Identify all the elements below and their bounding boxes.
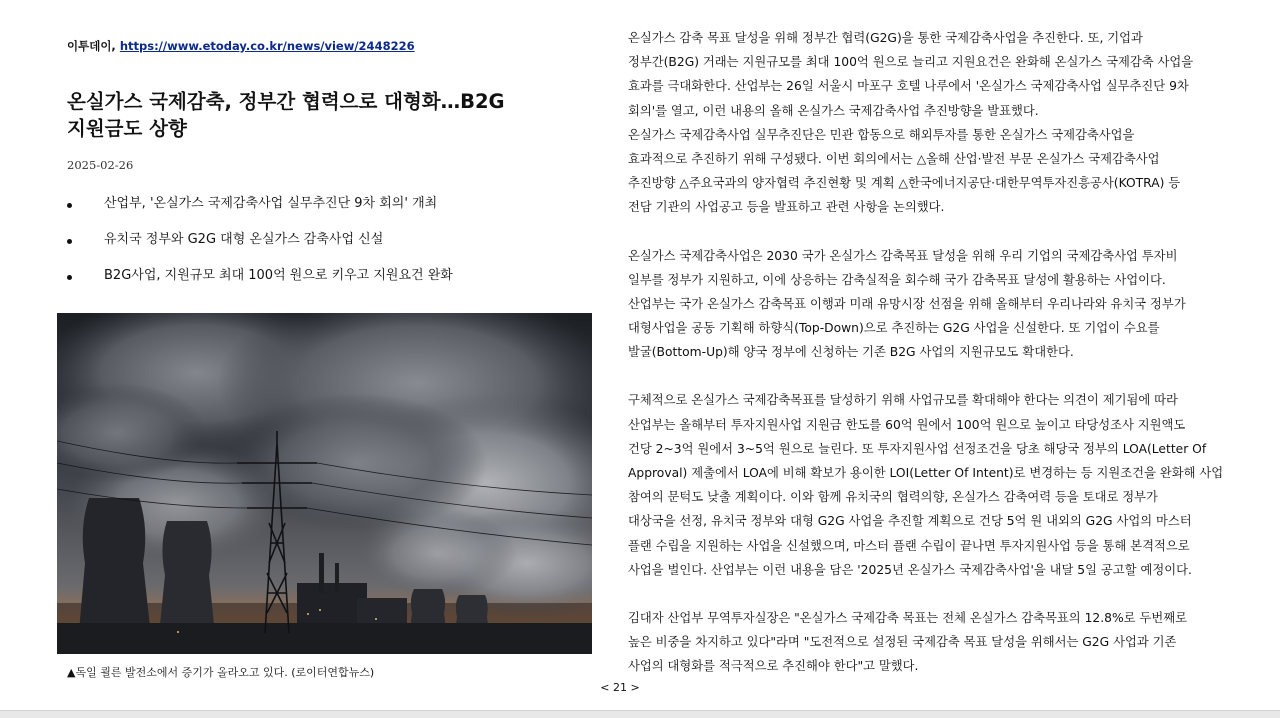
body-line: 참여의 문턱도 낮출 계획이다. 이와 함께 유치국의 협력의향, 온실가스 감축여력 등을 토대로 정부가 [628,490,1158,505]
body-line: 산업부는 올해부터 투자지원사업 지원금 한도를 60억 원에서 100억 원으로 높이고 타당성조사 지원액도 [628,417,1186,432]
bullet-icon [67,203,72,208]
bullet-icon [67,239,72,244]
body-line: 산업부는 국가 온실가스 감축목표 이행과 미래 유망시장 선점을 위해 올해부터 우리나라와 유치국 정부가 [628,296,1186,311]
summary-text: 유치국 정부와 G2G 대형 온실가스 감축사업 신설 [104,232,384,247]
body-paragraph [628,26,1253,220]
body-line: 일부를 정부가 지원하고, 이에 상응하는 감축실적을 회수해 국가 감축목표 달성에 활용하는 사업이다. [628,272,1166,287]
source-outlet: 이투데이, [67,39,116,53]
body-line: 온실가스 감축 목표 달성을 위해 정부간 협력(G2G)을 통한 국제감축사업을 추진한다. 또, 기업과 [628,31,1143,45]
power-plant-illustration [57,313,592,654]
body-line: 온실가스 국제감축사업 실무추진단은 민관 합동으로 해외투자를 통한 온실가스 국제감축사업을 [628,127,1135,142]
body-line: 대형사업을 공동 기획해 하향식(Top-Down)으로 추진하는 G2G 사업을 신설한다. 또 기업이 수요를 [628,321,1160,336]
summary-text: B2G사업, 지원규모 최대 100억 원으로 키우고 지원요건 완화 [104,268,453,283]
body-paragraph [628,244,1253,365]
body-line: 효과적으로 추진하기 위해 구성됐다. 이번 회의에서는 △올해 산업·발전 부문 온실가스 국제감축사업 [628,151,1160,166]
body-line: 높은 비중을 차지하고 있다"라며 "도전적으로 설정된 국제감축 목표 달성을 위해서는 G2G 사업과 기존 [628,635,1177,650]
body-line: 회의'를 열고, 이런 내용의 올해 온실가스 국제감축사업 추진방향을 발표했다. [628,103,1039,118]
image-caption: ▲독일 쾰른 발전소에서 증기가 올라오고 있다. (로이터연합뉴스) [67,666,375,679]
body-line: 플랜 수립을 지원하는 사업을 신설했으며, 마스터 플랜 수립이 끝나면 투자지원사업 등을 통해 본격적으로 [628,538,1190,553]
article-body [628,26,1253,679]
body-line: 대상국을 선정, 유치국 정부와 대형 G2G 사업을 추진할 계획으로 건당 5억 원 내외의 G2G 사업의 마스터 [628,514,1192,529]
body-line: 구체적으로 온실가스 국제감축목표를 달성하기 위해 사업규모를 확대해야 한다는 의견이 제기됨에 따라 [628,393,1178,408]
body-line: 온실가스 국제감축사업은 2030 국가 온실가스 감축목표 달성을 위해 우리 기업의 국제감축사업 투자비 [628,248,1178,263]
bullet-icon [67,275,72,280]
body-line: Approval) 제출에서 LOA에 비해 확보가 용이한 LOI(Letter Of Intent)로 변경하는 등 지원조건을 완화해 사업 [628,466,1224,480]
summary-item [57,266,597,302]
body-paragraph [628,606,1253,679]
body-line: 발굴(Bottom-Up)해 양국 정부에 신청하는 기존 B2G 사업의 지원규모도 확대한다. [628,345,1074,360]
page-number: < 21 > [600,681,640,694]
article-title [67,88,587,142]
body-line: 효과를 극대화한다. 산업부는 26일 서울시 마포구 호텔 나루에서 '온실가스 국제감축사업 실무추진단 9차 [628,79,1189,94]
viewer-bottom-edge [0,710,1280,718]
body-paragraph [628,388,1253,582]
source-link[interactable]: https://www.etoday.co.kr/news/view/2448226 [119,39,415,53]
body-line: 김대자 산업부 무역투자실장은 "온실가스 국제감축 목표는 전체 온실가스 감축목표의 12.8%로 두번째로 [628,610,1187,625]
summary-text: 산업부, '온실가스 국제감축사업 실무추진단 9차 회의' 개최 [104,196,438,211]
body-line: 정부간(B2G) 거래는 지원규모를 최대 100억 원으로 늘리고 지원요건은 완화해 온실가스 국제감축 사업을 [628,55,1194,70]
article-title-line: 온실가스 국제감축, 정부간 협력으로 대형화…B2G [67,90,505,113]
summary-item [57,194,597,230]
body-line: 추진방향 △주요국과의 양자협력 추진현황 및 계획 △한국에너지공단·대한무역투자진흥공사(KOTRA) 등 [628,176,1181,191]
body-line: 전담 기관의 사업공고 등을 발표하고 관련 사항을 논의했다. [628,200,945,215]
article-title-line: 지원금도 상향 [67,117,187,140]
power-plant-photo [57,313,592,654]
article-date: 2025-02-26 [67,158,134,172]
source-line [67,38,415,54]
summary-list [57,194,597,302]
body-line: 사업을 벌인다. 산업부는 이런 내용을 담은 '2025년 온실가스 국제감축사업'을 내달 5일 공고할 예정이다. [628,562,1192,577]
body-line: 사업의 대형화를 적극적으로 추진해야 한다"고 말했다. [628,659,919,674]
summary-item [57,230,597,266]
body-line: 건당 2~3억 원에서 3~5억 원으로 늘린다. 또 투자지원사업 선정조건을 당초 해당국 정부의 LOA(Letter Of [628,441,1207,456]
